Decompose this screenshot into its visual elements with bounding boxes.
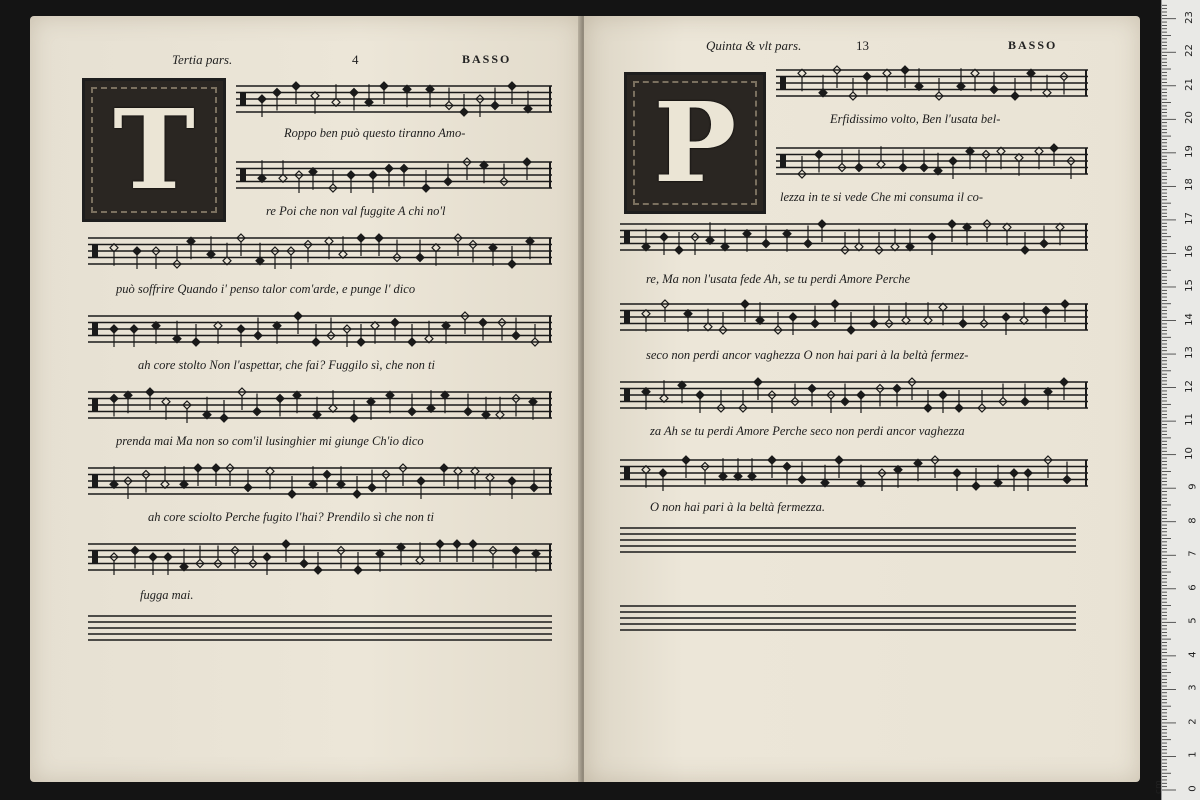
note-glyph [1044, 388, 1052, 410]
clef-mark [92, 323, 98, 336]
note-glyph [416, 542, 424, 564]
note-glyph [161, 466, 169, 488]
note-glyph [1056, 223, 1064, 245]
note-glyph [432, 244, 440, 266]
note-glyph [486, 474, 494, 496]
note-glyph [642, 310, 650, 332]
measurement-ruler [1154, 0, 1200, 800]
note-glyph [906, 229, 914, 251]
staff-1 [776, 62, 1088, 106]
ruler-tick-label: 4 [1187, 651, 1199, 658]
clef-mark [92, 551, 98, 564]
ruler-tick-label: 1 [1187, 751, 1199, 759]
note-glyph [482, 397, 490, 419]
note-glyph [798, 69, 806, 91]
note-glyph [924, 302, 932, 324]
empty-staff-1 [88, 612, 552, 648]
staff-3 [88, 230, 552, 274]
note-glyph [397, 543, 405, 565]
note-glyph [748, 458, 756, 480]
clef-mark [780, 155, 786, 168]
note-glyph [496, 397, 504, 419]
staff-7 [88, 536, 552, 580]
note-glyph [309, 466, 317, 488]
note-glyph [258, 160, 266, 182]
right-part-label: Quinta & vlt pars. [706, 38, 802, 53]
note-glyph [332, 84, 340, 106]
lyric-line-7: fugga mai. [140, 588, 194, 602]
note-glyph [442, 322, 450, 344]
note-glyph [642, 466, 650, 488]
note-glyph [857, 465, 865, 487]
initial-letter: T [113, 85, 195, 214]
note-glyph [180, 549, 188, 571]
note-glyph [427, 390, 435, 412]
note-glyph [329, 390, 337, 412]
note-glyph [734, 458, 742, 480]
right-voice-label: BASSO [1008, 38, 1058, 52]
note-glyph [425, 321, 433, 343]
right-page-number: 13 [856, 38, 869, 53]
note-glyph [642, 388, 650, 410]
note-glyph [187, 237, 195, 259]
empty-staff-1 [620, 524, 1076, 560]
staff-2 [776, 140, 1088, 184]
ruler-tick-label: 20 [1184, 111, 1196, 125]
ruler-tick-label: 21 [1184, 77, 1196, 91]
note-glyph [821, 465, 829, 487]
staff-2 [236, 154, 552, 198]
note-glyph [939, 303, 947, 325]
initial-letter: P [653, 78, 737, 207]
staff-3 [620, 216, 1088, 260]
lyric-line-1: Erfidissimo volto, Ben l'usata bel- [830, 112, 1001, 126]
ruler-tick-label: 12 [1184, 379, 1196, 393]
note-glyph [883, 69, 891, 91]
note-glyph [279, 160, 287, 182]
note-glyph [706, 222, 714, 244]
note-glyph [309, 168, 317, 190]
note-glyph [819, 75, 827, 97]
note-glyph [1043, 75, 1051, 97]
note-glyph [1020, 302, 1028, 324]
note-glyph [311, 92, 319, 114]
note-glyph [914, 459, 922, 481]
initial-ornament [91, 87, 217, 213]
note-glyph [376, 550, 384, 572]
note-glyph [756, 302, 764, 324]
staff-4 [88, 308, 552, 352]
staff-1 [236, 78, 552, 122]
note-glyph [256, 243, 264, 265]
note-glyph [963, 223, 971, 245]
note-glyph [325, 237, 333, 259]
note-glyph [371, 322, 379, 344]
left-page [30, 16, 582, 782]
ruler-tick-label: 22 [1184, 44, 1196, 58]
ruler-unit-label: cm [1154, 780, 1164, 794]
note-glyph [524, 91, 532, 113]
ruler-tick-label: 10 [1184, 446, 1196, 460]
note-glyph [891, 229, 899, 251]
staff-5 [88, 384, 552, 428]
note-glyph [337, 466, 345, 488]
note-glyph [721, 229, 729, 251]
ruler-tick-label: 17 [1184, 212, 1196, 225]
note-glyph [454, 467, 462, 489]
note-glyph [365, 84, 373, 106]
ruler-tick-label: 5 [1187, 617, 1199, 624]
ruler-tick-label: 3 [1187, 684, 1199, 692]
note-glyph [207, 236, 215, 258]
lyric-line-5: prenda mai Ma non so com'il lusinghier mi giunge Ch'io dico [116, 434, 424, 448]
note-glyph [471, 467, 479, 489]
lyric-line-6: O non hai pari à la beltà fermezza. [650, 500, 825, 514]
ruler-tick-label: 23 [1184, 10, 1196, 24]
note-glyph [915, 68, 923, 90]
lyric-line-2: lezza in te si vede Che mi consuma il co- [780, 190, 984, 204]
note-glyph [110, 244, 118, 266]
note-glyph [894, 466, 902, 488]
note-glyph [214, 322, 222, 344]
note-glyph [293, 391, 301, 413]
clef-mark [240, 169, 246, 182]
empty-staff-2 [620, 602, 1076, 638]
ruler-tick-label: 0 [1187, 785, 1199, 792]
clef-mark [92, 245, 98, 258]
ruler-tick-label: 16 [1184, 245, 1196, 259]
ruler-tick-label: 9 [1187, 483, 1199, 490]
note-glyph [678, 381, 686, 403]
clef-mark [624, 389, 630, 402]
clef-mark [780, 77, 786, 90]
left-part-label: Tertia pars. [172, 52, 233, 67]
lyric-line-5: za Ah se tu perdi Amore Perche seco non perdi ancor vaghezza [650, 424, 965, 438]
note-glyph [180, 466, 188, 488]
ruler-tick-label: 19 [1184, 144, 1196, 158]
note-glyph [403, 85, 411, 107]
note-glyph [719, 458, 727, 480]
note-glyph [934, 153, 942, 175]
clef-mark [92, 475, 98, 488]
lyric-line-6: ah core sciolto Perche fugito l'hai? Prendilo sì che non ti [148, 510, 434, 524]
note-glyph [529, 398, 537, 420]
lyric-line-3: può soffrire Quando i' penso talor com'arde, e punge l' dico [116, 282, 416, 296]
note-glyph [532, 550, 540, 572]
note-glyph [480, 161, 488, 183]
note-glyph [386, 391, 394, 413]
right-page [584, 16, 1140, 782]
note-glyph [1035, 147, 1043, 169]
clef-mark [92, 399, 98, 412]
note-glyph [426, 85, 434, 107]
note-glyph [642, 229, 650, 251]
ruler-tick-label: 7 [1187, 550, 1199, 557]
note-glyph [1027, 69, 1035, 91]
ruler-tick-label: 6 [1187, 584, 1199, 591]
note-glyph [152, 322, 160, 344]
lyric-line-4: ah core stolto Non l'aspettar, che fai? Fuggilo sì, che non ti [138, 358, 435, 372]
ruler-tick-label: 15 [1184, 279, 1196, 292]
note-glyph [957, 68, 965, 90]
note-glyph [489, 244, 497, 266]
note-glyph [203, 397, 211, 419]
ruler-tick-label: 13 [1184, 346, 1196, 359]
note-glyph [1015, 154, 1023, 176]
clef-mark [624, 231, 630, 244]
note-glyph [704, 309, 712, 331]
ruler-tick-label: 2 [1187, 718, 1199, 725]
decorated-initial-p [624, 72, 766, 214]
staff-5 [620, 374, 1088, 418]
note-glyph [966, 147, 974, 169]
clef-mark [624, 311, 630, 324]
lyric-line-3: re, Ma non l'usata fede Ah, se tu perdi Amore Perche [646, 272, 911, 286]
note-glyph [526, 237, 534, 259]
note-glyph [367, 398, 375, 420]
staff-6 [88, 460, 552, 504]
ruler-tick-label: 18 [1184, 178, 1196, 192]
lyric-line-2: re Poi che non val fuggite A chi no'l [266, 204, 446, 218]
initial-ornament [633, 78, 757, 207]
left-page-number: 4 [352, 52, 359, 67]
decorated-initial-t [82, 78, 226, 222]
note-glyph [124, 391, 132, 413]
note-glyph [223, 243, 231, 265]
note-glyph [994, 465, 1002, 487]
clef-mark [240, 93, 246, 106]
note-glyph [997, 147, 1005, 169]
note-glyph [1003, 223, 1011, 245]
ruler-tick-label: 14 [1184, 312, 1196, 326]
lyric-line-4: seco non perdi ancor vaghezza O non hai pari à la beltà fermez- [646, 348, 969, 362]
note-glyph [660, 380, 668, 402]
note-glyph [684, 310, 692, 332]
note-glyph [162, 398, 170, 420]
ruler-tick-label: 11 [1184, 413, 1196, 426]
note-glyph [273, 322, 281, 344]
note-glyph [313, 397, 321, 419]
note-glyph [173, 321, 181, 343]
note-glyph [902, 302, 910, 324]
staff-6 [620, 452, 1088, 496]
note-glyph [971, 69, 979, 91]
note-glyph [339, 236, 347, 258]
note-glyph [855, 229, 863, 251]
note-glyph [783, 230, 791, 252]
open-book [30, 16, 1142, 782]
left-voice-label: BASSO [462, 52, 512, 66]
ruler-tick-label: 8 [1187, 517, 1199, 524]
note-glyph [266, 467, 274, 489]
clef-mark [624, 467, 630, 480]
note-glyph [877, 146, 885, 168]
lyric-line-1: Roppo ben può questo tiranno Amo- [284, 126, 466, 140]
note-glyph [743, 230, 751, 252]
note-glyph [110, 466, 118, 488]
staff-4 [620, 296, 1088, 340]
note-glyph [441, 391, 449, 413]
